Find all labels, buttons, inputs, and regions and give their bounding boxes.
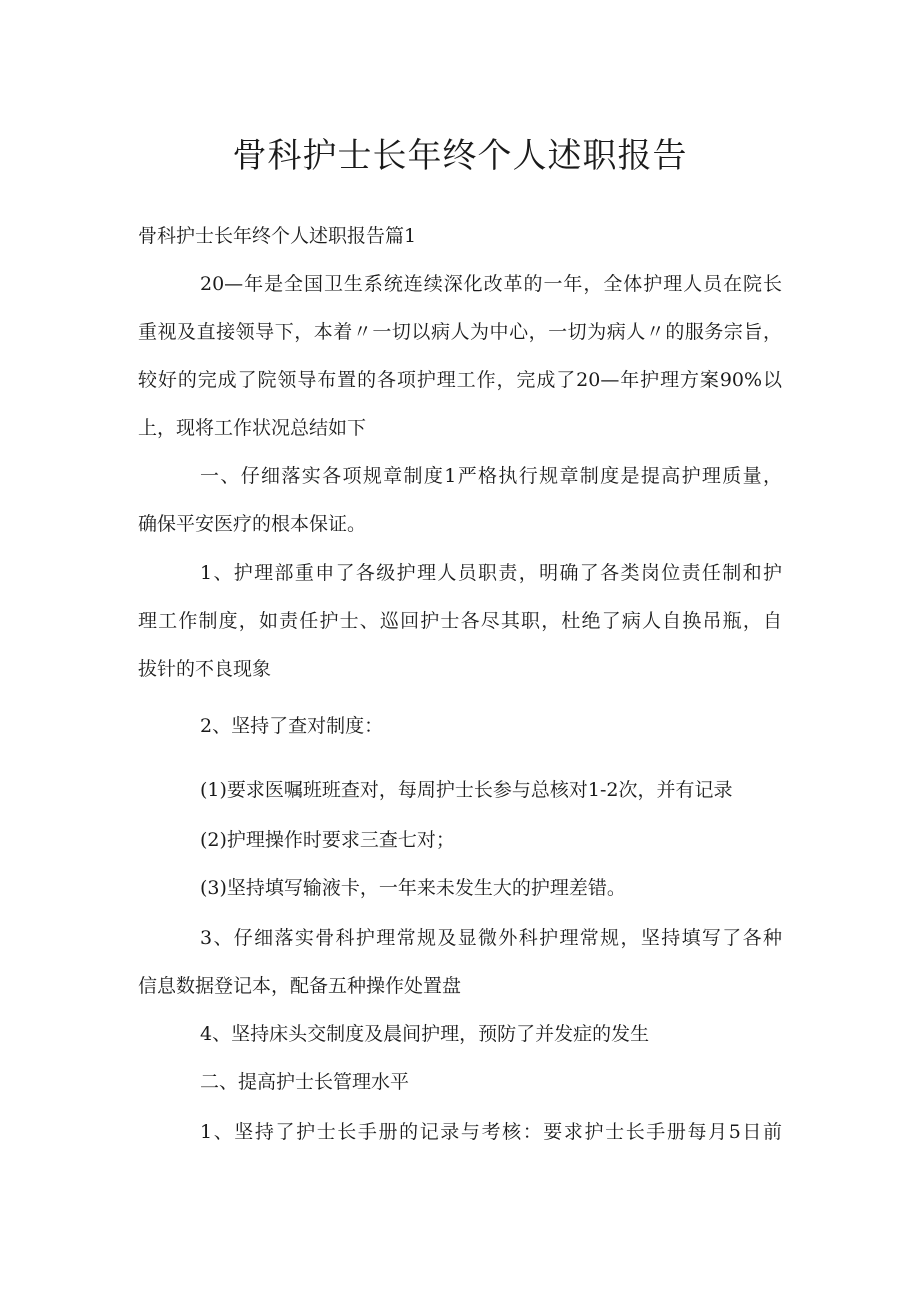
paragraph-line: 20—年是全国卫生系统连续深化改革的一年，全体护理人员在院长 [200, 273, 782, 295]
paragraph-line: 3、仔细落实骨科护理常规及显微外科护理常规，坚持填写了各种 [200, 927, 782, 949]
paragraph-line: 较好的完成了院领导布置的各项护理工作，完成了20—年护理方案90%以 [138, 369, 782, 391]
paragraph-line: 一、仔细落实各项规章制度1严格执行规章制度是提高护理质量， [200, 465, 782, 487]
paragraph-line: 重视及直接领导下，本着〃一切以病人为中心，一切为病人〃的服务宗旨， [138, 321, 782, 343]
paragraph-line: 拔针的不良现象 [138, 658, 272, 680]
paragraph-line: 信息数据登记本，配备五种操作处置盘 [138, 975, 462, 997]
paragraph-line: 2、坚持了查对制度： [200, 715, 384, 737]
paragraph-line: 确保平安医疗的根本保证。 [138, 513, 367, 535]
paragraph-line: 1、坚持了护士长手册的记录与考核：要求护士长手册每月5日前 [200, 1121, 782, 1143]
section-heading: 骨科护士长年终个人述职报告篇1 [138, 225, 417, 247]
paragraph-line: 二、提高护士长管理水平 [200, 1071, 410, 1093]
paragraph-line: 1、护理部重申了各级护理人员职责，明确了各类岗位责任制和护 [200, 562, 782, 584]
document-title: 骨科护士长年终个人述职报告 [232, 136, 688, 176]
list-item: (1)要求医嘱班班查对，每周护士长参与总核对1-2次，并有记录 [200, 779, 733, 801]
list-item: (2)护理操作时要求三查七对； [200, 829, 455, 851]
list-item: (3)坚持填写输液卡，一年来未发生大的护理差错。 [200, 877, 626, 899]
paragraph-line: 理工作制度，如责任护士、巡回护士各尽其职，杜绝了病人自换吊瓶，自 [138, 610, 782, 632]
paragraph-line: 上，现将工作状况总结如下 [138, 417, 367, 439]
paragraph-line: 4、坚持床头交制度及晨间护理，预防了并发症的发生 [200, 1023, 650, 1045]
